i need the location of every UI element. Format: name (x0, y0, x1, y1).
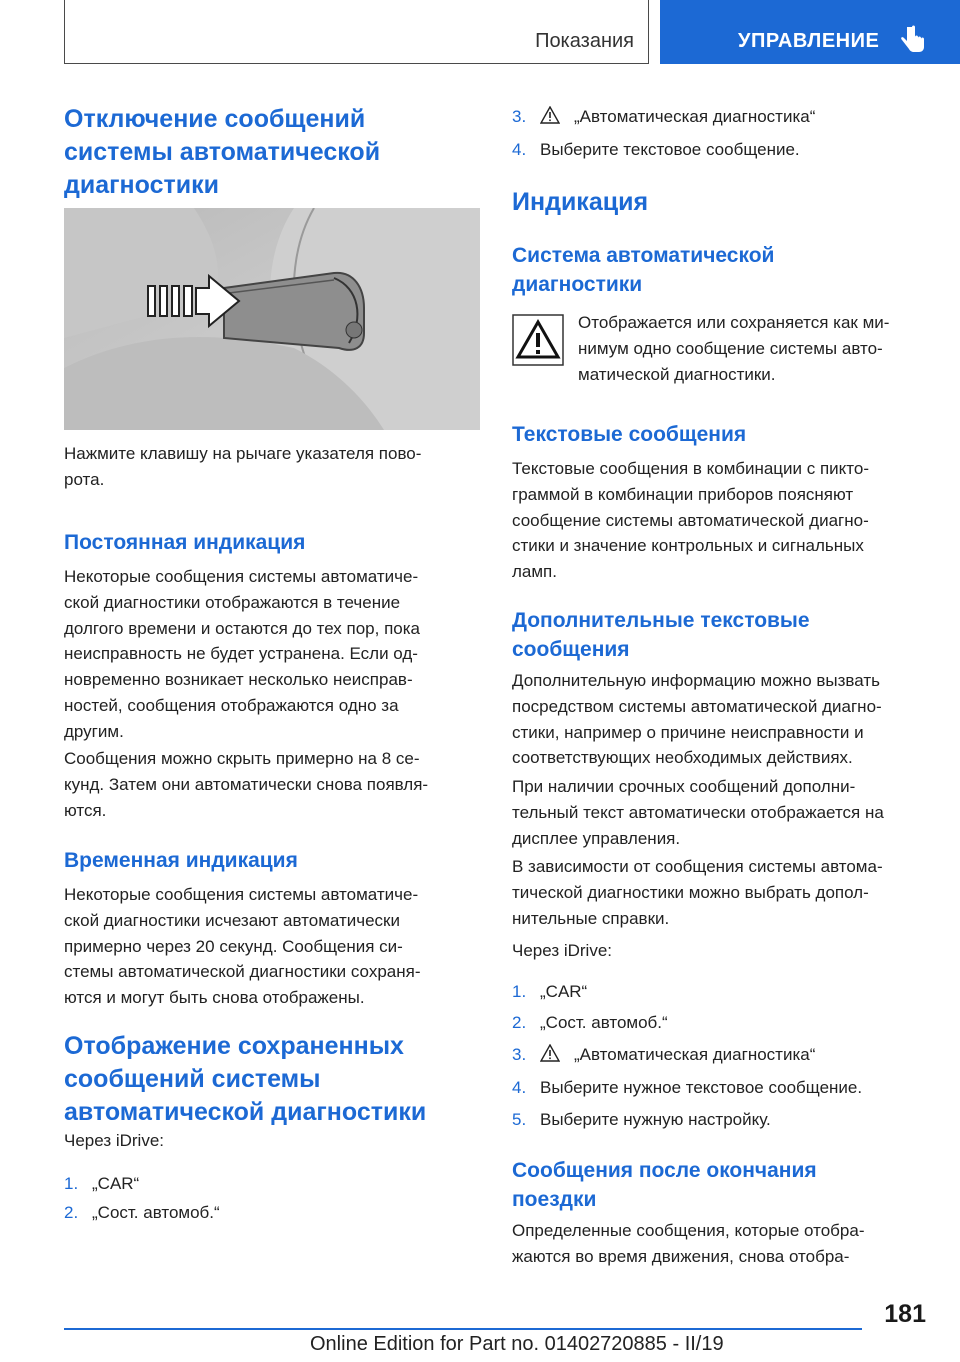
heading-permanent-indication: Постоянная индикация (64, 531, 306, 554)
heading-indication: Индикация (512, 188, 649, 216)
section-title-disable-messages: Отключение сообщений системы автоматической диагностики (64, 105, 381, 199)
warning-text: Отображается или сохраняется как ми- нимум одно сообщение системы авто- матической диагностики. (578, 313, 890, 384)
heading-text-messages: Текстовые сообщения (512, 423, 747, 446)
heading-show-saved-messages: Отображение сохраненных сообщений системы автоматической диагностики (64, 1032, 427, 1126)
paragraph-additional-2: При наличии срочных сообщений дополни- тельный текст автоматически отображается на дисплее управления. (512, 777, 884, 848)
footer-divider (64, 1328, 862, 1330)
hand-pointer-icon (898, 24, 928, 56)
warning-triangle-icon (540, 1044, 560, 1062)
page-number: 181 (884, 1300, 926, 1328)
paragraph-temporary: Некоторые сообщения системы автоматиче- ской диагностики исчезают автоматически примерно через 20 секунд. Сообщения си- стемы автоматической диагностики сохраня- ются и могут быть снова отображены. (64, 885, 421, 1008)
tab-controls-label: УПРАВЛЕНИЕ (738, 30, 880, 52)
heading-auto-diagnostics: Система автоматической диагностики (512, 244, 775, 296)
paragraph-after-trip: Определенные сообщения, которые отобра- жаются во время движения, снова отобра- (512, 1221, 865, 1266)
turn-signal-lever-illustration (64, 208, 480, 430)
paragraph-permanent-2: Сообщения можно скрыть примерно на 8 се- кунд. Затем они автоматически снова появля- ются. (64, 749, 429, 820)
header-frame (64, 0, 649, 64)
tab-controls[interactable] (660, 0, 960, 64)
paragraph-text-messages: Текстовые сообщения в комбинации с пикто- граммой в комбинации приборов поясняют сообщение системы автоматической диагно- стики и значение контрольных и сигнальных ламп. (512, 459, 870, 582)
paragraph-permanent-1: Некоторые сообщения системы автоматиче- ской диагностики отображаются в течение долгого времени и остаются до тех пор, пока неисправность не будет устранена. Если од- новременно возникает несколько неисправ- ностей, сообщения отображаются одно за другим. (64, 567, 421, 741)
paragraph-additional-1: Дополнительную информацию можно вызвать посредством системы автоматической диагно- стики, например о причине неисправности и соответствующих необходимых действиях. (512, 671, 882, 768)
via-idrive-left: Через iDrive: (64, 1131, 165, 1150)
heading-temporary-indication: Временная индикация (64, 849, 298, 872)
edition-footer: Online Edition for Part no. 01402720885 - II/19 (310, 1333, 724, 1355)
tab-indications[interactable]: Показания (535, 30, 634, 52)
warning-triangle-icon (540, 106, 560, 124)
warning-box-icon (512, 314, 564, 366)
via-idrive-right: Через iDrive: (512, 941, 613, 960)
heading-additional-text-messages: Дополнительные текстовые сообщения (512, 609, 810, 661)
heading-messages-after-trip: Сообщения после окончания поездки (512, 1159, 817, 1211)
image-caption: Нажмите клавишу на рычаге указателя пово- рота. (64, 444, 422, 489)
paragraph-additional-3: В зависимости от сообщения системы автома- тической диагностики можно выбрать допол- нительные справки. (512, 857, 883, 928)
